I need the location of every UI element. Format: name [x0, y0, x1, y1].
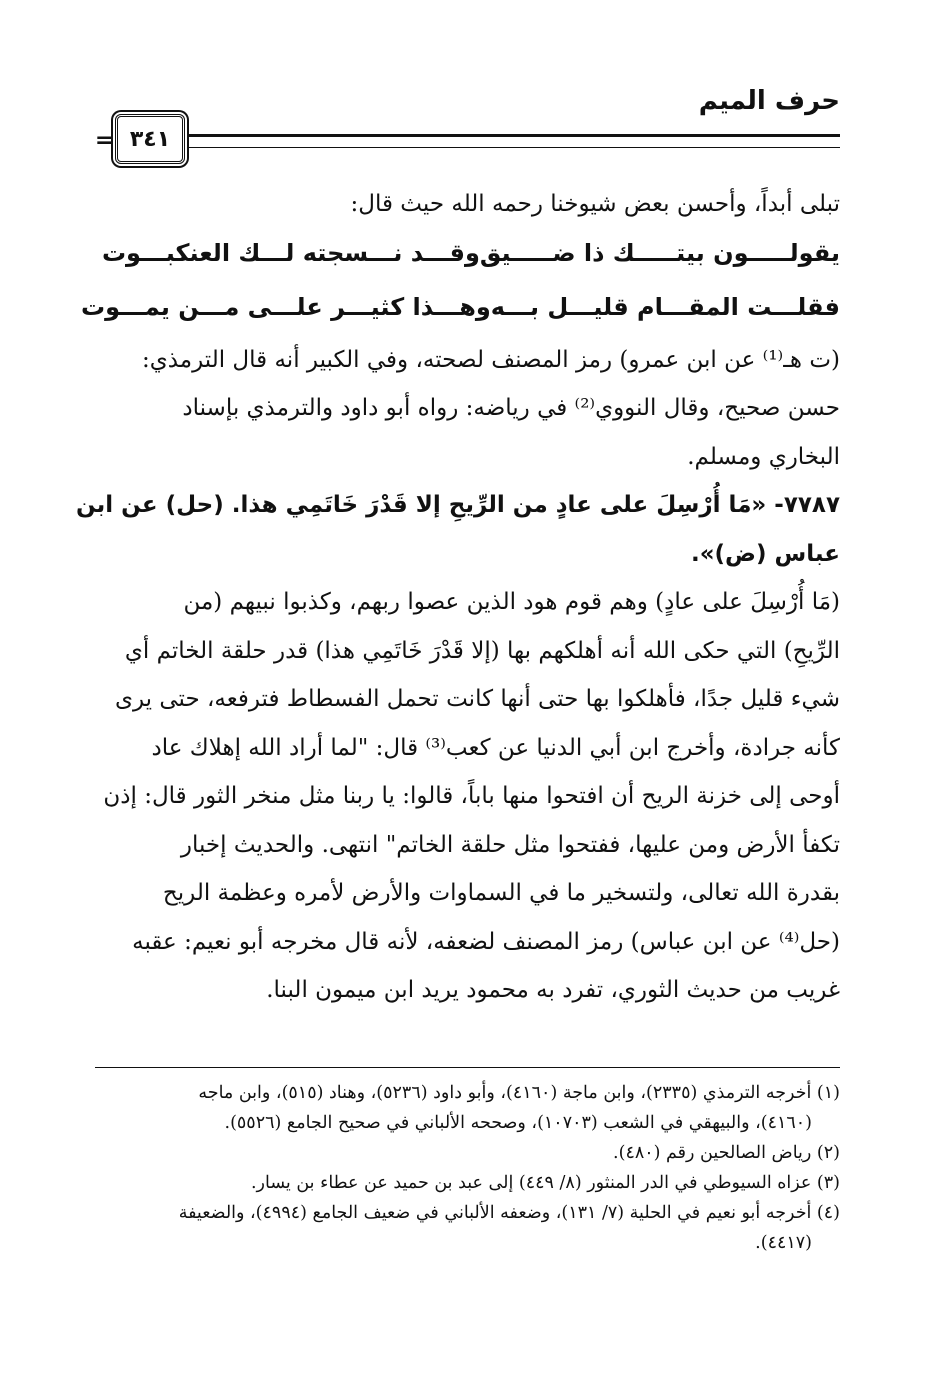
verse-hemistich-second: وهـــذا كثيـــر علـــى مـــن يمـــوت: [81, 293, 491, 321]
footnote-4: (٤) أخرجه أبو نعيم في الحلية (٧/ ١٣١)، وضعفه الألباني في ضعيف الجامع (٤٩٩٤)، والضعيفة: [178, 1203, 840, 1223]
footnote-3: (٣) عزاه السيوطي في الدر المنثور (٨/ ٤٤٩) إلى عبد بن حميد عن عطاء بن يسار.: [250, 1173, 840, 1193]
chapter-header-title: حرف الميم: [698, 86, 840, 116]
text-line: (حل⁽⁴⁾ عن ابن عباس) رمز المصنف لضعفه، لأنه قال مخرجه أبو نعيم: عقبه: [132, 928, 840, 955]
text-line: تكفأ الأرض ومن عليها، ففتحوا مثل حلقة الخاتم" انتهى. والحديث إخبار: [180, 831, 840, 858]
page-number-box: ٣٤١: [115, 114, 185, 164]
footnote-1-continued: (٤١٦٠)، والبيهقي في الشعب (١٠٧٠٣)، وصححه الألباني في صحيح الجامع (٥٥٢٦).: [224, 1113, 812, 1133]
text-line: (مَا أُرْسِلَ على عادٍ) وهم قوم هود الذين عصوا ربهم، وكذبوا نبيهم (من: [183, 589, 840, 615]
hadith-text-line: عباس (ض)».: [690, 540, 840, 567]
header-rule: [95, 112, 840, 166]
footnote-4-continued: (٤٤١٧).: [755, 1233, 812, 1253]
header-rule-end-mark: =: [95, 128, 114, 153]
text-line: كأنه جرادة، وأخرج ابن أبي الدنيا عن كعب⁽³⁾ قال: "لما أراد الله إهلاك عاد: [151, 734, 840, 761]
text-line: البخاري ومسلم.: [687, 443, 840, 470]
text-line: غريب من حديث الثوري، تفرد به محمود يريد ابن ميمون البنا.: [266, 977, 840, 1003]
poem-verse-2: [81, 283, 840, 332]
verse-hemistich-first: فقلـــت المقـــام قليـــل بـــه: [490, 293, 840, 321]
text-line: حسن صحيح، وقال النووي⁽²⁾ في رياضه: رواه أبو داود والترمذي بإسناد: [182, 395, 840, 421]
verse-hemistich-first: يقولـــــون بيتـــــك ذا ضـــــيق: [479, 238, 840, 267]
text-line: شيء قليل جدًا، فأهلكوا بها حتى أنها كانت تحمل الفسطاط فترفعه، حتى يرى: [114, 686, 840, 712]
text-line: (ت هـ⁽¹⁾ عن ابن عمرو) رمز المصنف لصحته، وفي الكبير أنه قال الترمذي:: [141, 346, 840, 373]
header-double-line: [185, 134, 840, 148]
poem-verse-1: [101, 229, 840, 278]
text-line: بقدرة الله تعالى، ولتسخير ما في السماوات والأرض لأمره وعظمة الريح: [162, 880, 840, 906]
verse-hemistich-second: وقـــد نـــسجته لـــك العنكبـــوت: [101, 238, 480, 267]
footnotes: [105, 1078, 840, 1258]
hadith-text-line: ٧٧٨٧- «مَا أُرْسِلَ على عادٍ من الرِّيحِ إلا قَدْرَ خَاتَمِي هذا. (حل) عن ابن: [75, 492, 840, 518]
footnote-separator: [95, 1067, 840, 1068]
text-line: أوحى إلى خزنة الريح أن افتحوا منها باباً، قالوا: يا ربنا مثل منخر الثور قال: إذن: [103, 783, 840, 809]
text-line: الرِّيحِ) التي حكى الله أنه أهلكهم بها (إلا قَدْرَ خَاتَمِي هذا) قدر حلقة الخاتم أي: [124, 637, 840, 664]
main-text: [75, 180, 840, 1015]
footnote-1: (١) أخرجه الترمذي (٢٣٣٥)، وابن ماجة (٤١٦٠)، وأبو داود (٥٢٣٦)، وهناد (٥١٥)، وابن ماجه: [198, 1083, 840, 1103]
text-line: تبلى أبداً، وأحسن بعض شيوخنا رحمه الله حيث قال:: [350, 191, 840, 217]
footnote-2: (٢) رياض الصالحين رقم (٤٨٠).: [613, 1143, 840, 1163]
